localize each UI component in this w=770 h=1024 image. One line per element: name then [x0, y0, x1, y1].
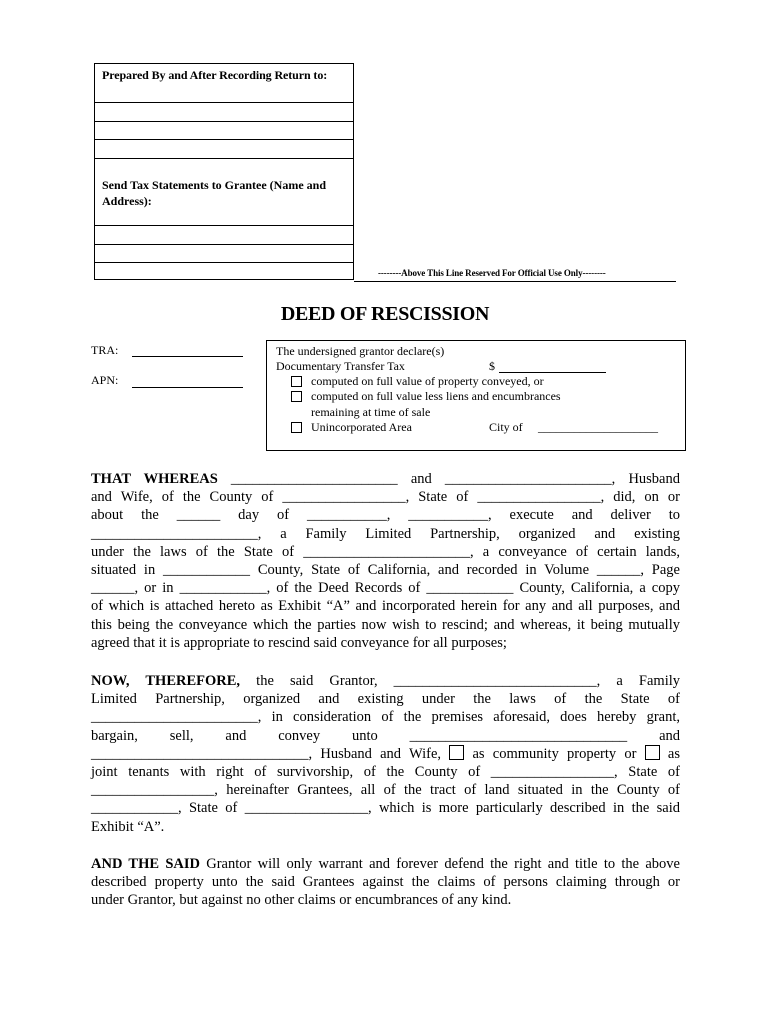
- therefore-line-1: [91, 672, 680, 690]
- and-said-heading: AND THE SAID: [91, 856, 200, 872]
- return-line-3: [95, 139, 353, 140]
- whereas-line-1: [91, 470, 680, 488]
- whereas-line-2: and Wife, of the County of _________________, State of _________________, did, on or: [91, 489, 680, 506]
- less-liens-option-cont: remaining at time of sale: [311, 405, 431, 419]
- full-value-option: computed on full value of property conveyed, or: [311, 374, 544, 388]
- whereas-line-7: ______, or in ____________, of the Deed Records of ____________ County, California, a copy: [91, 580, 680, 597]
- unincorporated-label: Unincorporated Area: [311, 420, 412, 434]
- whereas-line-1-text: _______________________ and _______________________, Husband: [217, 471, 680, 487]
- therefore-line-4: bargain, sell, and convey unto ______________________________ and: [91, 727, 680, 744]
- whereas-line-3: about the ______ day of ___________, ___________, execute and deliver to: [91, 507, 680, 524]
- and-said-line-3: under Grantor, but against no other claims or encumbrances of any kind.: [91, 892, 512, 909]
- whereas-line-9: this being the conveyance which the parties now wish to rescind; and whereas, it being mutually: [91, 616, 680, 633]
- grantor-declares-text: The undersigned grantor declare(s): [276, 344, 445, 358]
- community-property-label: as community property or: [472, 745, 637, 762]
- whereas-paragraph: [91, 470, 680, 652]
- therefore-line-2: Limited Partnership, organized and existing under the laws of the State of: [91, 691, 680, 708]
- therefore-line-7: _________________, hereinafter Grantees, all of the tract of land situated in the County of: [91, 782, 680, 799]
- tra-label: TRA:: [91, 343, 119, 357]
- return-line-4: [95, 158, 353, 159]
- return-line-2: [95, 121, 353, 122]
- tax-line-2: [95, 244, 353, 245]
- joint-tenants-checkbox[interactable]: [645, 745, 660, 760]
- send-tax-label: Send Tax Statements to Grantee (Name and Address):: [102, 178, 326, 208]
- tax-line-1: [95, 225, 353, 226]
- prepared-by-label: Prepared By and After Recording Return to:: [102, 68, 328, 82]
- return-line-1: [95, 102, 353, 103]
- as-label: as: [667, 745, 680, 762]
- document-title: DEED OF RESCISSION: [280, 303, 490, 325]
- less-liens-checkbox[interactable]: [291, 391, 302, 402]
- full-value-checkbox[interactable]: [291, 376, 302, 387]
- whereas-heading: THAT WHEREAS: [91, 471, 218, 487]
- therefore-line-6: joint tenants with right of survivorship, of the County of _________________, State of: [91, 763, 680, 780]
- city-of-label: City of: [489, 420, 523, 434]
- tax-line-3: [95, 262, 353, 263]
- whereas-line-6: situated in ____________ County, State of California, and recorded in Volume ______, Page: [91, 561, 680, 578]
- documentary-tax-label: Documentary Transfer Tax: [276, 359, 405, 373]
- therefore-line-8: ____________, State of _________________, which is more particularly described in the said: [91, 800, 680, 817]
- therefore-paragraph: [91, 672, 680, 836]
- whereas-line-10: agreed that it is appropriate to rescind said conveyance for all purposes;: [91, 634, 507, 651]
- transfer-tax-box: [266, 340, 686, 451]
- therefore-line-9: Exhibit “A”.: [91, 818, 165, 835]
- community-property-checkbox[interactable]: [449, 745, 464, 760]
- whereas-line-4: _______________________, a Family Limited Partnership, organized and existing: [91, 525, 680, 542]
- therefore-heading: NOW, THEREFORE,: [91, 673, 241, 689]
- official-use-notice: --------Above This Line Reserved For Official Use Only--------: [378, 268, 606, 278]
- therefore-line-3: _______________________, in consideration of the premises aforesaid, does hereby grant,: [91, 709, 680, 726]
- city-blank[interactable]: ____________________: [538, 420, 658, 434]
- whereas-line-5: under the laws of the State of _______________________, a conveyance of certain lands,: [91, 543, 680, 560]
- apn-label: APN:: [91, 373, 119, 387]
- and-said-line-1-text: Grantor will only warrant and forever defend the right and title to the above: [199, 856, 680, 872]
- official-use-line: [354, 281, 676, 282]
- less-liens-option: computed on full value less liens and encumbrances: [311, 389, 561, 403]
- dollar-sign: $: [489, 359, 495, 373]
- therefore-line-1-text: the said Grantor, ____________________________, a Family: [240, 673, 681, 689]
- unincorporated-checkbox[interactable]: [291, 422, 302, 433]
- therefore-line-5: [91, 745, 680, 763]
- and-said-line-1: [91, 855, 680, 873]
- whereas-line-8: of which is attached hereto as Exhibit “A” and incorporated herein for any and all purposes, and: [91, 598, 680, 615]
- therefore-line-5-text: ______________________________, Husband and Wife,: [91, 745, 442, 762]
- apn-blank[interactable]: [132, 387, 243, 388]
- return-address-box: [94, 63, 354, 280]
- tax-amount-blank[interactable]: [499, 372, 606, 373]
- tra-blank[interactable]: [132, 356, 243, 357]
- and-said-paragraph: [91, 855, 680, 910]
- and-said-line-2: described property unto the said Grantees against the claims of persons claiming through or: [91, 874, 680, 891]
